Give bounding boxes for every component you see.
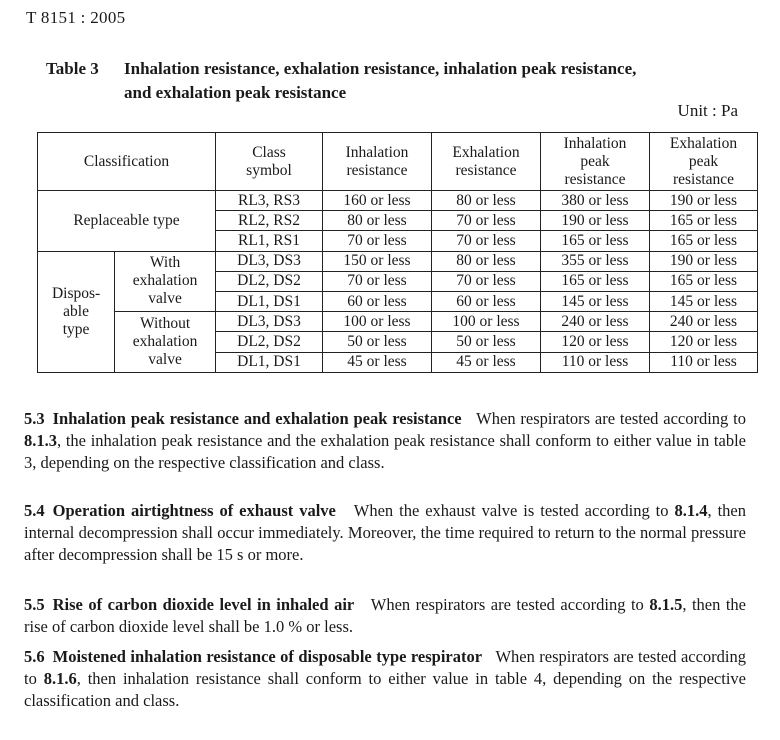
class-symbol-cell: RL1, RS1: [216, 231, 323, 251]
exhalation-cell: 60 or less: [432, 291, 541, 311]
section-number: 5.6: [24, 647, 45, 666]
unit-label: Unit : Pa: [677, 101, 738, 120]
header-inhalation-peak-l2: peak: [580, 152, 610, 170]
inhalation-peak-cell: 190 or less: [541, 211, 650, 231]
disposable-type-label-line: Dispos-: [51, 284, 101, 302]
header-inhalation-peak-l3: resistance: [564, 170, 626, 188]
header-exhalation: [432, 133, 541, 191]
section-text: When the exhaust valve is tested according to: [353, 501, 675, 520]
header-exhalation-peak-l1: Exhalation: [669, 134, 738, 152]
with-valve-label-line: With: [149, 254, 181, 272]
section-text: When respirators are tested according to: [24, 647, 746, 688]
table-title-line2: and exhalation peak resistance: [124, 83, 347, 102]
resistance-table: [37, 132, 758, 373]
header-exhalation-peak-l3: resistance: [672, 170, 735, 188]
disposable-type-label-line: type: [62, 320, 90, 338]
class-symbol-cell: RL3, RS3: [216, 191, 323, 211]
clause-reference: 8.1.3: [24, 431, 57, 450]
section-title: Moistened inhalation resistance of disposable type respirator: [52, 647, 483, 666]
replaceable-type-label: Replaceable type: [38, 191, 216, 252]
section-title: Operation airtightness of exhaust valve: [52, 501, 336, 520]
exhalation-cell: 50 or less: [432, 332, 541, 352]
inhalation-cell: 70 or less: [323, 231, 432, 251]
table-header-row: [38, 133, 758, 191]
disposable-type-label: [38, 251, 115, 372]
exhalation-peak-cell: 165 or less: [650, 211, 758, 231]
header-exhalation-l2: resistance: [455, 161, 517, 179]
class-symbol-cell: DL3, DS3: [216, 312, 323, 332]
inhalation-peak-cell: 110 or less: [541, 352, 650, 372]
exhalation-cell: 80 or less: [432, 251, 541, 271]
header-inhalation-peak-l1: Inhalation: [563, 134, 627, 152]
section-5-6: [24, 646, 746, 712]
inhalation-cell: 50 or less: [323, 332, 432, 352]
table-title-line1: Inhalation resistance, exhalation resistance, inhalation peak resistance,: [124, 59, 637, 78]
without-valve-label-line: Without: [139, 314, 191, 332]
exhalation-peak-cell: 190 or less: [650, 251, 758, 271]
exhalation-peak-cell: 165 or less: [650, 231, 758, 251]
section-5-5: [24, 594, 746, 638]
header-exhalation-peak-l2: peak: [688, 152, 719, 170]
section-title: Inhalation peak resistance and exhalation peak resistance: [52, 409, 462, 428]
section-text: , then internal decompression shall occur immediately. Moreover, the time required to return to the normal pressure after decompression shall be 15 s or more.: [24, 501, 746, 564]
inhalation-cell: 60 or less: [323, 291, 432, 311]
table-row: [38, 191, 758, 211]
inhalation-cell: 100 or less: [323, 312, 432, 332]
exhalation-cell: 80 or less: [432, 191, 541, 211]
header-inhalation: [323, 133, 432, 191]
class-symbol-cell: DL1, DS1: [216, 291, 323, 311]
header-exhalation-l1: Exhalation: [452, 143, 520, 161]
class-symbol-cell: DL2, DS2: [216, 271, 323, 291]
without-valve-label-line: valve: [148, 350, 182, 368]
section-text: When respirators are tested according to: [476, 409, 746, 428]
inhalation-peak-cell: 120 or less: [541, 332, 650, 352]
clause-reference: 8.1.4: [674, 501, 708, 520]
section-title: Rise of carbon dioxide level in inhaled air: [52, 595, 355, 614]
table-caption: [46, 57, 746, 105]
without-valve-label-line: exhalation: [132, 332, 198, 350]
table-row: [38, 251, 758, 271]
inhalation-cell: 45 or less: [323, 352, 432, 372]
exhalation-cell: 70 or less: [432, 211, 541, 231]
inhalation-peak-cell: 145 or less: [541, 291, 650, 311]
section-5-4: [24, 500, 746, 566]
inhalation-peak-cell: 165 or less: [541, 231, 650, 251]
header-class-symbol: [216, 133, 323, 191]
class-symbol-cell: DL2, DS2: [216, 332, 323, 352]
table-number: Table 3: [46, 59, 99, 78]
section-text: , the inhalation peak resistance and the exhalation peak resistance shall conform to either value in table 3, depending on the respective classification and class.: [24, 431, 746, 472]
inhalation-cell: 160 or less: [323, 191, 432, 211]
header-inhalation-l1: Inhalation: [345, 143, 409, 161]
with-valve-label: [115, 251, 216, 312]
exhalation-peak-cell: 190 or less: [650, 191, 758, 211]
clause-reference: 8.1.5: [649, 595, 683, 614]
inhalation-cell: 150 or less: [323, 251, 432, 271]
section-number: 5.5: [24, 595, 45, 614]
exhalation-cell: 70 or less: [432, 231, 541, 251]
inhalation-cell: 70 or less: [323, 271, 432, 291]
class-symbol-cell: DL3, DS3: [216, 251, 323, 271]
inhalation-peak-cell: 240 or less: [541, 312, 650, 332]
section-text: , then inhalation resistance shall conform to either value in table 4, depending on the respective classification and class.: [24, 669, 746, 710]
exhalation-peak-cell: 145 or less: [650, 291, 758, 311]
header-class-symbol-l2: symbol: [246, 161, 292, 179]
exhalation-peak-cell: 110 or less: [650, 352, 758, 372]
section-5-3: [24, 408, 746, 474]
section-text: When respirators are tested according to: [370, 595, 650, 614]
exhalation-peak-cell: 165 or less: [650, 271, 758, 291]
class-symbol-cell: RL2, RS2: [216, 211, 323, 231]
header-classification: Classification: [38, 133, 216, 191]
exhalation-cell: 45 or less: [432, 352, 541, 372]
header-exhalation-peak: [650, 133, 758, 191]
header-class-symbol-l1: Class: [252, 143, 286, 161]
with-valve-label-line: exhalation: [132, 272, 198, 290]
header-inhalation-l2: resistance: [346, 161, 408, 179]
standard-header: T 8151 : 2005: [26, 8, 126, 27]
inhalation-peak-cell: 355 or less: [541, 251, 650, 271]
inhalation-peak-cell: 380 or less: [541, 191, 650, 211]
section-number: 5.4: [24, 501, 45, 520]
with-valve-label-line: valve: [148, 290, 182, 308]
inhalation-cell: 80 or less: [323, 211, 432, 231]
section-text: , then the rise of carbon dioxide level shall be 1.0 % or less.: [24, 595, 747, 636]
exhalation-peak-cell: 240 or less: [650, 312, 758, 332]
disposable-type-label-line: able: [63, 302, 89, 320]
inhalation-peak-cell: 165 or less: [541, 271, 650, 291]
without-valve-label: [115, 312, 216, 373]
class-symbol-cell: DL1, DS1: [216, 352, 323, 372]
table-row: [38, 312, 758, 332]
clause-reference: 8.1.6: [43, 669, 77, 688]
exhalation-peak-cell: 120 or less: [650, 332, 758, 352]
exhalation-cell: 70 or less: [432, 271, 541, 291]
header-inhalation-peak: [541, 133, 650, 191]
section-number: 5.3: [24, 409, 45, 428]
exhalation-cell: 100 or less: [432, 312, 541, 332]
